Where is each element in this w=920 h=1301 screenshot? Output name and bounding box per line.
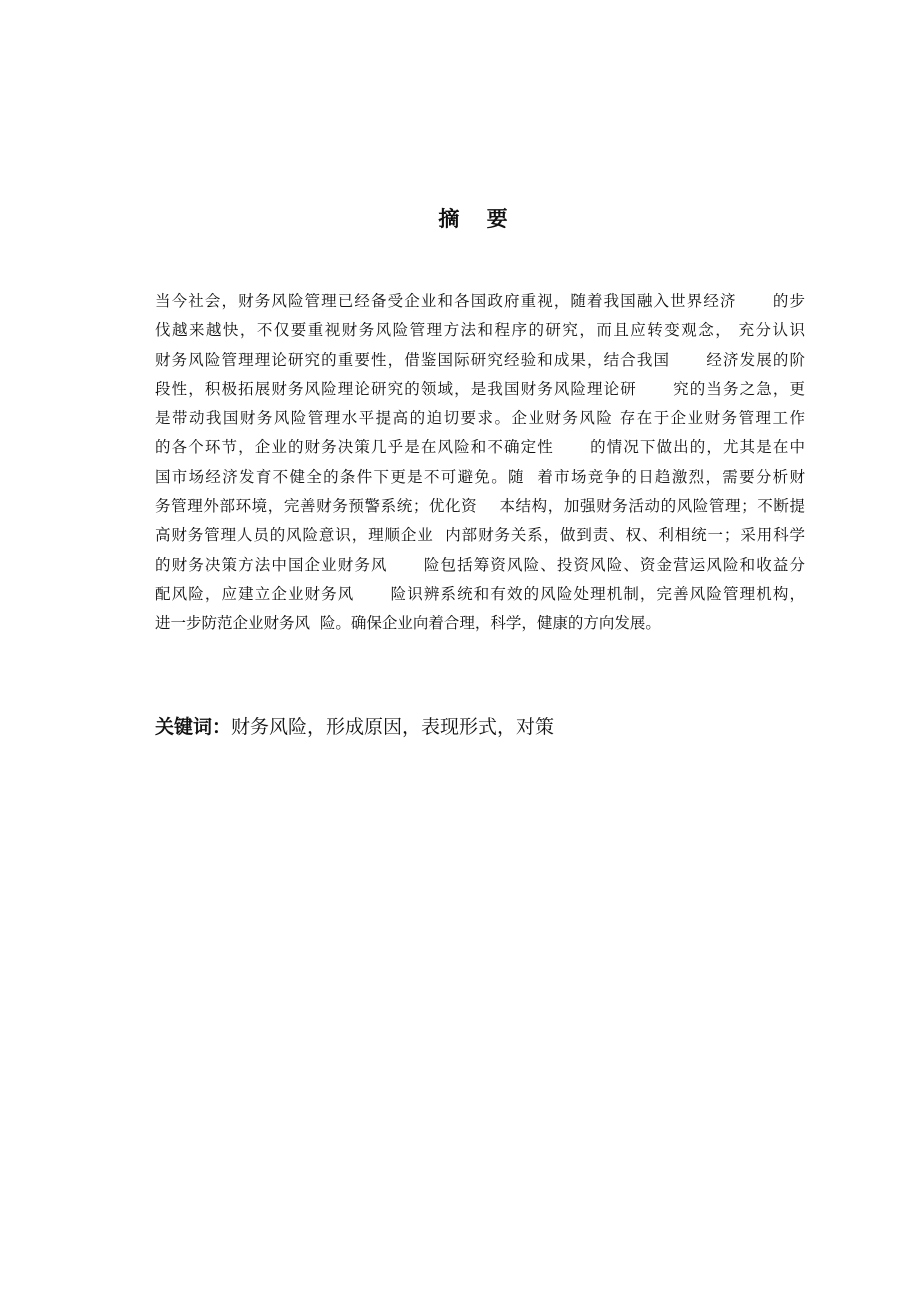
abstract-line: 是带动我国财务风险管理水平提高的迫切要求。企业财务风险 存在于企业财务管理工作 <box>155 409 805 428</box>
abstract-line: 务管理外部环境，完善财务预警系统；优化资 本结构，加强财务活动的风险管理；不断提 <box>155 497 805 516</box>
abstract-line: 进一步防范企业财务风 险。确保企业向着合理，科学，健康的方向发展。 <box>155 614 661 633</box>
abstract-line: 财务风险管理理论研究的重要性，借鉴国际研究经验和成果，结合我国 经济发展的阶 <box>155 350 805 369</box>
abstract-line: 段性，积极拓展财务风险理论研究的领域，是我国财务风险理论研 究的当务之急，更 <box>155 379 805 398</box>
keywords-label: 关键词： <box>155 716 232 738</box>
keywords-line <box>155 710 805 744</box>
keywords-text: 财务风险，形成原因，表现形式，对策 <box>231 716 555 738</box>
abstract-line: 配风险，应建立企业财务风 险识辨系统和有效的风险处理机制，完善风险管理机构， <box>155 584 805 603</box>
abstract-line: 的财务决策方法中国企业财务风 险包括筹资风险、投资风险、资金营运风险和收益分 <box>155 555 805 574</box>
abstract-line: 高财务管理人员的风险意识，理顺企业 内部财务关系，做到责、权、利相统一；采用科学 <box>155 526 805 545</box>
abstract-line: 伐越来越快，不仅要重视财务风险管理方法和程序的研究，而且应转变观念， 充分认识 <box>155 321 805 340</box>
abstract-line: 国市场经济发育不健全的条件下更是不可避免。随 着市场竞争的日趋激烈，需要分析财 <box>155 467 805 486</box>
page-title: 摘 要 <box>438 207 518 231</box>
abstract-body <box>155 287 805 639</box>
abstract-line: 当今社会，财务风险管理已经备受企业和各国政府重视，随着我国融入世界经济 的步 <box>155 292 805 310</box>
abstract-line: 的各个环节，企业的财务决策几乎是在风险和不确定性 的情况下做出的，尤其是在中 <box>155 438 805 457</box>
